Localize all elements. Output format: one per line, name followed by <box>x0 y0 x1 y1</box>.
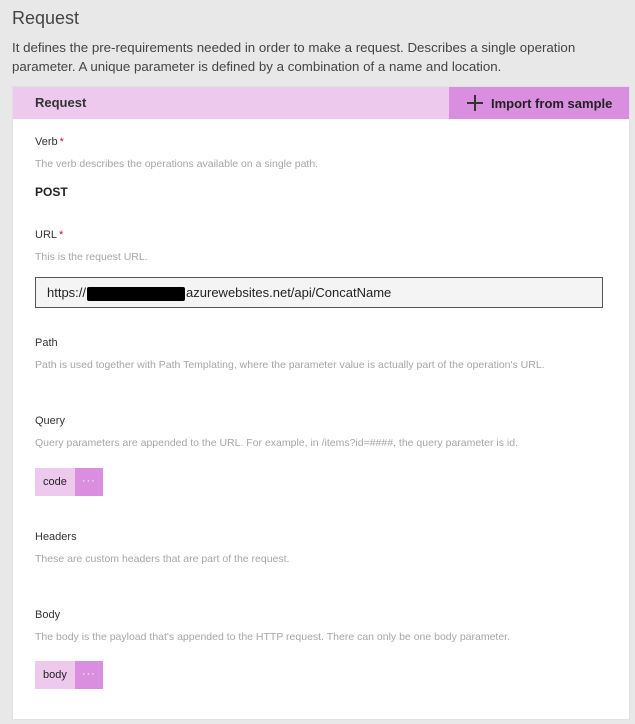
verb-value: POST <box>35 185 68 199</box>
url-help: This is the request URL. <box>35 251 148 263</box>
body-param-name[interactable]: body <box>35 661 75 689</box>
import-button-label: Import from sample <box>491 95 613 111</box>
url-suffix: azurewebsites.net/api/ConcatName <box>186 285 392 300</box>
url-input[interactable] <box>35 277 603 308</box>
required-mark: * <box>59 229 64 241</box>
body-label: Body <box>35 609 61 621</box>
url-label: URL <box>35 229 58 241</box>
body-param-chip[interactable] <box>35 661 103 689</box>
headers-label: Headers <box>35 531 77 543</box>
verb-label: Verb <box>35 136 58 148</box>
body-field <box>35 609 615 643</box>
required-mark: * <box>59 136 64 148</box>
request-panel <box>12 86 630 720</box>
headers-help: These are custom headers that are part of the request. <box>35 553 290 565</box>
query-label: Query <box>35 415 65 427</box>
body-help: The body is the payload that's appended to the HTTP request. There can only be one body parameter. <box>35 631 511 643</box>
redacted-block <box>87 287 185 301</box>
query-field <box>35 415 615 449</box>
url-field <box>35 229 615 263</box>
path-label: Path <box>35 337 58 349</box>
path-help: Path is used together with Path Templating, where the parameter value is actually part of the operation's URL. <box>35 359 545 371</box>
page-header <box>12 6 627 76</box>
verb-help: The verb describes the operations available on a single path. <box>35 158 319 170</box>
panel-title: Request <box>35 95 87 110</box>
page-description: It defines the pre-requirements needed in order to make a request. Describes a single operation parameter. A unique parameter is defined by a combination of a name and location. <box>12 40 576 74</box>
panel-header <box>13 87 629 119</box>
plus-icon <box>467 95 483 111</box>
page-title: Request <box>12 8 80 28</box>
verb-field <box>35 136 615 170</box>
url-prefix: https:// <box>47 285 87 300</box>
import-from-sample-button[interactable] <box>449 87 629 119</box>
query-param-chip[interactable] <box>35 468 103 496</box>
path-field <box>35 337 615 371</box>
query-param-name[interactable]: code <box>35 468 75 496</box>
more-options-button[interactable]: ··· <box>75 468 103 496</box>
query-help: Query parameters are appended to the URL. For example, in /items?id=####, the query parameter is id. <box>35 437 518 449</box>
headers-field <box>35 531 615 565</box>
more-options-button[interactable]: ··· <box>75 661 103 689</box>
